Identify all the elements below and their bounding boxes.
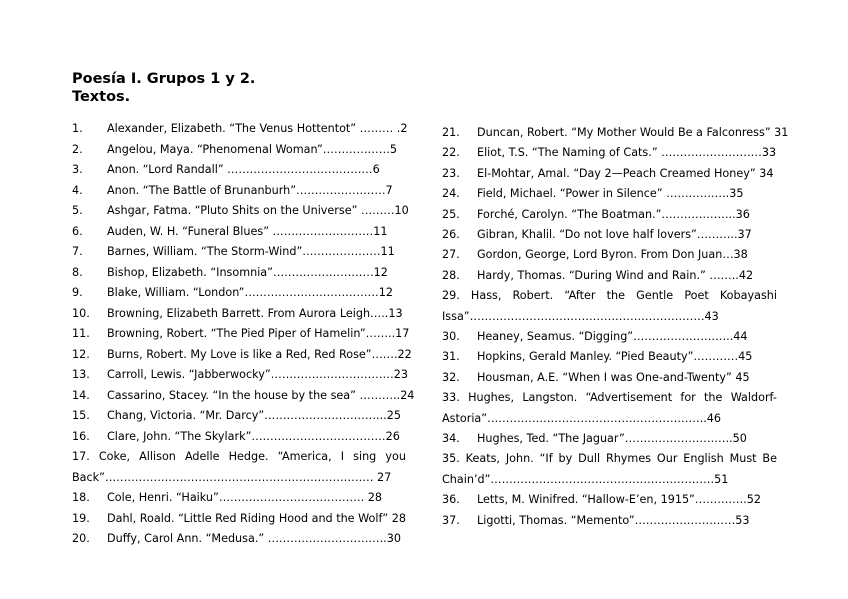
entry-text: Ashgar, Fatma. “Pluto Shits on the Universe” ………10 [107, 204, 409, 217]
entry-word: Hughes, [468, 391, 515, 405]
entry-number: 7. [72, 245, 83, 258]
entry-word: Dull [578, 452, 601, 466]
entry-number: 3. [72, 163, 83, 176]
entry-number: 34. [442, 432, 460, 445]
toc-entry-wrapped [442, 288, 777, 324]
entry-number: 5. [72, 204, 83, 217]
entry-number: 28. [442, 268, 460, 282]
entry-line-justified [442, 288, 777, 303]
entry-word: for [680, 391, 696, 405]
entry-number: 22. [442, 146, 460, 160]
entry-word: I [340, 450, 345, 463]
document-heading [72, 70, 255, 106]
entry-text: Housman, A.E. “When I was One-and-Twenty” 45 [477, 370, 750, 384]
entry-text: Angelou, Maya. “Phenomenal Woman”………………5 [107, 142, 397, 156]
entry-line-continued: Issa”………………………………………………………43 [442, 309, 719, 323]
entry-number: 6. [72, 224, 83, 238]
entry-word: Rhymes [605, 452, 652, 466]
entry-line-continued: Chain’d”……………………………………………………51 [442, 472, 729, 486]
entry-text: Duncan, Robert. “My Mother Would Be a Falconress” 31 [477, 126, 789, 139]
toc-entry-wrapped [442, 451, 777, 487]
entry-word: the [704, 391, 723, 405]
toc-entry-wrapped [72, 449, 406, 485]
entry-number: 13. [72, 368, 90, 381]
entry-word: Allison [139, 450, 176, 463]
entry-number: 10. [72, 306, 90, 320]
entry-number: 21. [442, 126, 460, 139]
entry-text: Forché, Carolyn. “The Boatman.”………………..36 [477, 207, 750, 221]
entry-word: Poet [684, 289, 709, 303]
entry-word: Hass, [470, 289, 502, 303]
entry-line-justified [72, 449, 406, 464]
entry-number: 9. [72, 286, 83, 299]
entry-text: Hardy, Thomas. “During Wind and Rain.” ……..42 [477, 268, 754, 282]
entry-line-justified [442, 451, 777, 466]
entry-word: English [683, 452, 724, 466]
entry-number: 29. [442, 289, 460, 303]
entry-word: Coke, [98, 450, 131, 463]
entry-number: 37. [442, 513, 460, 527]
entry-number: 20. [72, 532, 90, 545]
entry-text: Hopkins, Gerald Manley. “Pied Beauty”…………45 [477, 350, 753, 364]
entry-number: 4. [72, 183, 83, 197]
entry-word: Gentle [636, 289, 674, 303]
entry-word: “Advertisement [585, 391, 673, 405]
entry-text: Anon. “The Battle of Brunanburh”……………………7 [107, 183, 393, 197]
entry-text: Blake, William. “London”………………………………12 [107, 286, 393, 299]
entry-text: Cassarino, Stacey. “In the house by the sea” ………..24 [107, 388, 415, 402]
entry-text: Hughes, Ted. “The Jaguar”………………………..50 [477, 432, 747, 445]
heading-title: Poesía I. Grupos 1 y 2. [72, 71, 256, 87]
entry-text: Eliot, T.S. “The Naming of Cats.” ………………………33 [477, 146, 777, 160]
entry-number: 25. [442, 207, 460, 221]
entry-number: 33. [442, 391, 460, 405]
entry-number: 35. [442, 452, 460, 466]
entry-word: Our [656, 452, 678, 466]
entry-line-justified [442, 390, 777, 405]
entry-text: Dahl, Roald. “Little Red Riding Hood and the Wolf” 28 [107, 511, 407, 525]
entry-word: “If [539, 452, 553, 466]
entry-text: Field, Michael. “Power in Silence” ……………..35 [477, 187, 744, 201]
entry-text: Chang, Victoria. “Mr. Darcy”…………………………...25 [107, 409, 401, 422]
entry-number: 8. [72, 265, 83, 279]
entry-word: Waldorf- [730, 391, 777, 405]
entry-text: Burns, Robert. My Love is like a Red, Red Rose”…….22 [107, 347, 412, 361]
entry-number: 31. [442, 350, 460, 364]
heading-subtitle: Textos. [72, 89, 131, 105]
entry-number: 18. [72, 491, 90, 504]
entry-number: 19. [72, 511, 90, 525]
entry-word: you [385, 450, 406, 463]
entry-text: Letts, M. Winifred. “Hallow-E’en, 1915”…………..52 [477, 493, 761, 507]
entry-text: Alexander, Elizabeth. “The Venus Hottentot” ……… .2 [107, 122, 408, 135]
entry-text: Auden, W. H. “Funeral Blues” ………………………11 [107, 224, 388, 238]
entry-text: Barnes, William. “The Storm-Wind”…………………11 [107, 245, 395, 258]
entry-number: 16. [72, 429, 90, 443]
entry-word: sing [353, 450, 377, 463]
entry-number: 17. [72, 450, 90, 463]
entry-word: Must [729, 452, 757, 466]
entry-text: Ligotti, Thomas. “Memento”………………………53 [477, 513, 750, 527]
entry-word: Be [762, 452, 777, 466]
entry-text: Anon. “Lord Randall” …………………………………6 [107, 163, 380, 176]
entry-word: John. [505, 452, 534, 466]
entry-text: Browning, Robert. “The Pied Piper of Hamelin”……..17 [107, 327, 410, 340]
entry-number: 27. [442, 248, 460, 262]
entry-word: Langston. [522, 391, 578, 405]
entry-word: by [558, 452, 573, 466]
entry-line-continued: Astoria”…………………………………………………..46 [442, 411, 721, 425]
entry-number: 26. [442, 228, 460, 241]
entry-number: 36. [442, 493, 460, 507]
entry-number: 23. [442, 166, 460, 180]
toc-entry-wrapped [442, 390, 777, 426]
entry-word: the [606, 289, 626, 303]
entry-number: 30. [442, 330, 460, 343]
entry-line-continued: Back”……………………………………………………………… 27 [72, 470, 392, 484]
entry-number: 24. [442, 187, 460, 201]
entry-text: Browning, Elizabeth Barrett. From Aurora Leigh…..13 [107, 306, 403, 320]
entry-text: Gibran, Khalil. “Do not love half lovers”………..37 [477, 228, 752, 241]
entry-number: 1. [72, 122, 83, 135]
entry-text: El-Mohtar, Amal. “Day 2—Peach Creamed Honey” 34 [477, 166, 774, 180]
entry-number: 14. [72, 388, 90, 402]
entry-number: 32. [442, 370, 460, 384]
entry-text: Carroll, Lewis. “Jabberwocky”……………………………23 [107, 368, 408, 381]
entry-text: Heaney, Seamus. “Digging”……………………...44 [477, 330, 748, 343]
entry-word: Robert. [512, 289, 554, 303]
entry-number: 2. [72, 142, 83, 156]
entry-word: “America, [277, 450, 332, 463]
entry-text: Gordon, George, Lord Byron. From Don Juan…38 [477, 248, 748, 262]
entry-text: Bishop, Elizabeth. “Insomnia”………………………12 [107, 265, 388, 279]
entry-text: Duffy, Carol Ann. “Medusa.” …………………………..30 [107, 532, 401, 545]
entry-word: Adelle [184, 450, 220, 463]
entry-number: 15. [72, 409, 90, 422]
entry-word: Kobayashi [719, 289, 777, 303]
entry-number: 11. [72, 327, 90, 340]
entry-text: Cole, Henri. “Haiku”………………………………… 28 [107, 491, 383, 504]
entry-number: 12. [72, 347, 90, 361]
entry-word: “After [564, 289, 596, 303]
entry-word: Hedge. [228, 450, 269, 463]
entry-word: Keats, [465, 452, 500, 466]
entry-text: Clare, John. “The Skylark”………………………………26 [107, 429, 400, 443]
